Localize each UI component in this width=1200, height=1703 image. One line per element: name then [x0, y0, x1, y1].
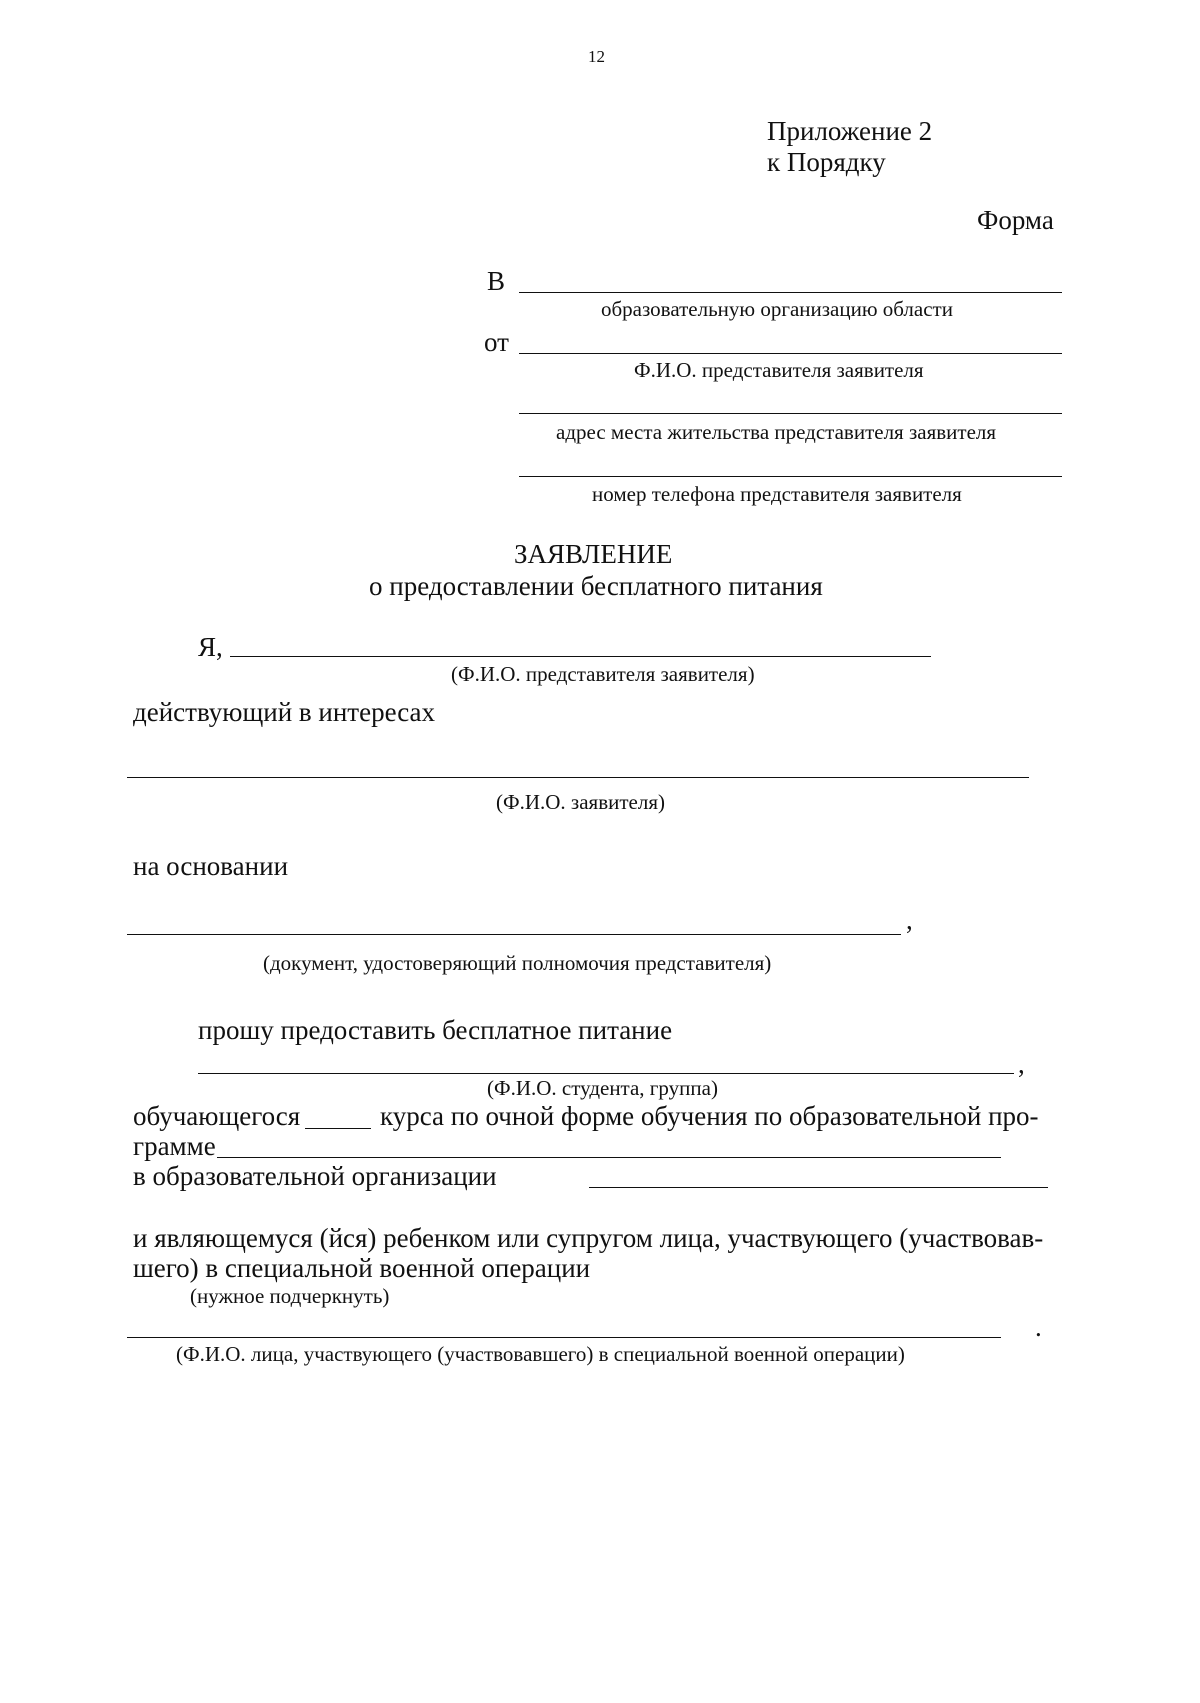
comma-after-document: , [906, 905, 913, 935]
form-label: Форма [977, 205, 1054, 235]
document-caption: (документ, удостоверяющий полномочия представителя) [263, 951, 772, 975]
comma-after-student: , [1018, 1049, 1025, 1079]
representative-name-field[interactable] [230, 656, 931, 657]
document-subtitle: о предоставлении бесплатного питания [369, 571, 823, 601]
to-organization-field[interactable] [519, 292, 1062, 293]
from-name-caption: Ф.И.О. представителя заявителя [634, 358, 924, 382]
svo-person-caption: (Ф.И.О. лица, участвующего (участвовавшего) в специальной военной операции) [176, 1342, 905, 1366]
svo-clause-line-1: и являющемуся (йся) ребенком или супругом лица, участвующего (участвовав- [133, 1223, 1044, 1253]
svo-person-name-field[interactable] [127, 1337, 1001, 1338]
svo-clause-line-2: шего) в специальной военной операции [133, 1253, 591, 1283]
applicant-caption: (Ф.И.О. заявителя) [496, 790, 665, 814]
phone-field[interactable] [519, 476, 1062, 477]
student-name-field[interactable] [198, 1073, 1014, 1074]
applicant-name-field[interactable] [127, 777, 1029, 778]
acting-in-interests-text: действующий в интересах [133, 697, 436, 727]
from-name-field[interactable] [519, 353, 1062, 354]
to-organization-caption: образовательную организацию области [601, 297, 953, 321]
student-caption: (Ф.И.О. студента, группа) [487, 1076, 718, 1100]
in-organization-text: в образовательной организации [133, 1161, 497, 1191]
request-text: прошу предоставить бесплатное питание [198, 1015, 673, 1045]
page-number: 12 [588, 47, 605, 66]
period-mark: . [1035, 1312, 1042, 1342]
document-title: ЗАЯВЛЕНИЕ [514, 539, 673, 569]
to-order-label: к Порядку [767, 147, 886, 177]
phone-caption: номер телефона представителя заявителя [592, 482, 962, 506]
organization-field[interactable] [589, 1187, 1048, 1188]
representative-caption: (Ф.И.О. представителя заявителя) [451, 662, 755, 686]
appendix-label: Приложение 2 [767, 116, 933, 146]
course-field[interactable] [305, 1128, 371, 1129]
i-prefix: Я, [198, 632, 223, 662]
to-prefix: В [487, 266, 506, 296]
on-basis-text: на основании [133, 851, 289, 881]
from-prefix: от [484, 327, 509, 357]
authority-document-field[interactable] [127, 934, 901, 935]
program-word: грамме [133, 1131, 216, 1161]
address-caption: адрес места жительства представителя заявителя [556, 420, 997, 444]
course-text: курса по очной форме обучения по образовательной про- [380, 1101, 1039, 1131]
studying-word: обучающегося [133, 1101, 301, 1131]
program-field[interactable] [217, 1157, 1001, 1158]
underline-note: (нужное подчеркнуть) [190, 1284, 390, 1308]
address-field[interactable] [519, 413, 1062, 414]
